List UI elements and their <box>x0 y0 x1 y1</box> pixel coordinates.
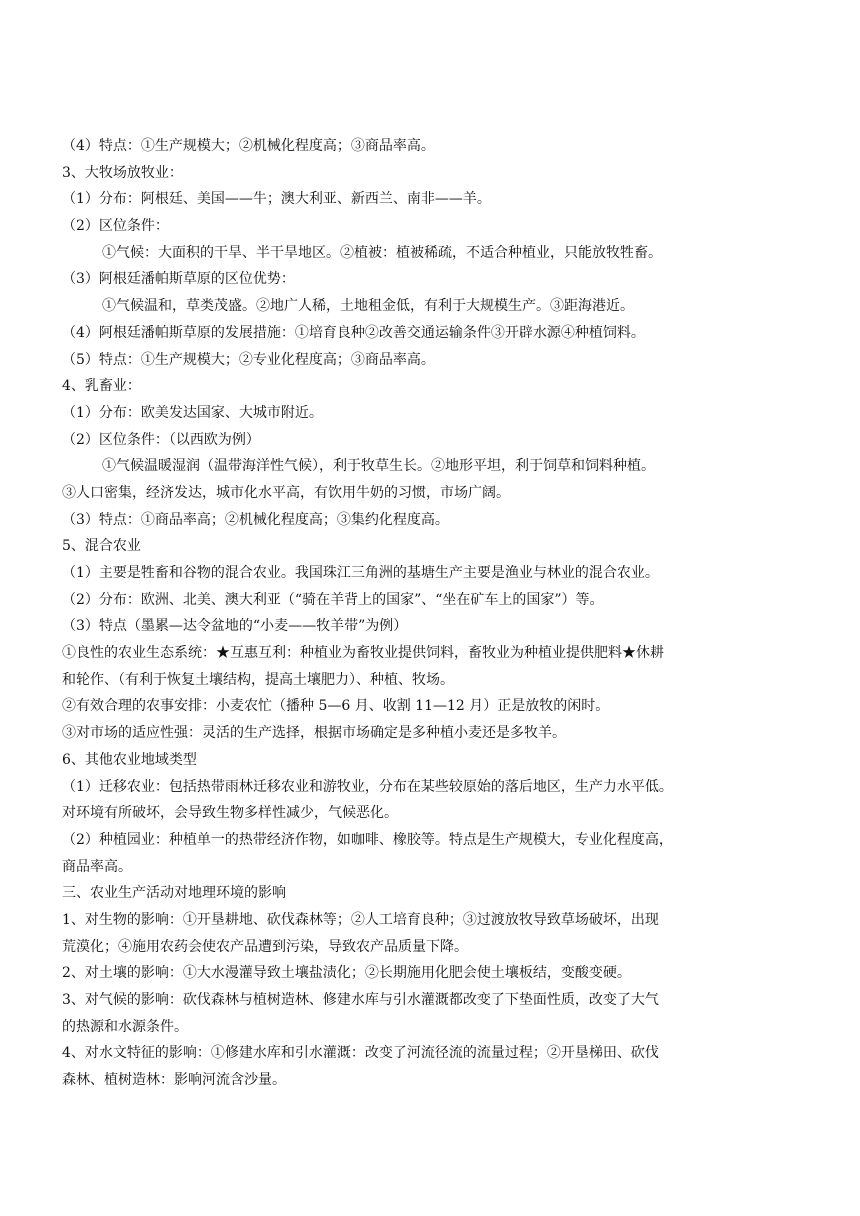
text-line: （3）阿根廷潘帕斯草原的区位优势： <box>62 271 295 288</box>
text-line: （1）分布：阿根廷、美国——牛；澳大利亚、新西兰、南非——羊。 <box>62 191 491 208</box>
document-page <box>62 133 800 1094</box>
text-line: （2）区位条件： <box>62 218 169 235</box>
text-line: 的热源和水源条件。 <box>62 1018 188 1035</box>
text-line: （4）特点：①生产规模大；②机械化程度高；③商品率高。 <box>62 138 435 154</box>
text-line: 对环境有所破坏，会导致生物多样性减少，气候恶化。 <box>62 805 398 822</box>
text-line: ③对市场的适应性强：灵活的生产选择，根据市场确定是多种植小麦还是多牧羊。 <box>62 725 566 742</box>
text-line: ②有效合理的农事安排：小麦农忙（播种 5—6 月、收割 11—12 月）正是放牧的闲时。 <box>62 698 610 715</box>
text-line: （3）特点（墨累—达令盆地的“小麦——牧羊带”为例） <box>62 618 408 635</box>
text-line: （2）种植园业：种植单一的热带经济作物，如咖啡、橡胶等。特点是生产规模大，专业化程度高， <box>62 831 673 848</box>
text-line: （4）阿根廷潘帕斯草原的发展措施：①培育良种②改善交通运输条件③开辟水源④种植饲料。 <box>62 324 645 341</box>
text-line: 商品率高。 <box>62 858 132 875</box>
text-line: ①气候温暖湿润（温带海洋性气候），利于牧草生长。②地形平坦，利于饲草和饲料种植。 <box>102 458 655 475</box>
text-line: 2、对土壤的影响：①大水漫灌导致土壤盐渍化；②长期施用化肥会使土壤板结，变酸变硬。 <box>62 965 631 982</box>
text-line: ③人口密集，经济发达，城市化水平高，有饮用牛奶的习惯，市场广阔。 <box>62 484 510 501</box>
text-line: ①良性的农业生态系统：★互惠互利：种植业为畜牧业提供饲料，畜牧业为种植业提供肥料★休耕 <box>62 645 664 662</box>
section-heading: 4、乳畜业： <box>62 378 141 395</box>
section-heading: 3、大牧场放牧业： <box>62 164 183 181</box>
text-line: （2）区位条件：（以西欧为例） <box>62 431 260 448</box>
chapter-heading: 三、农业生产活动对地理环境的影响 <box>62 885 286 902</box>
text-line: 和轮作、（有利于恢复土壤结构，提高土壤肥力）、种植、牧场。 <box>62 671 454 688</box>
section-heading: 6、其他农业地域类型 <box>62 751 197 768</box>
text-line: 1、对生物的影响：①开垦耕地、砍伐森林等；②人工培育良种；③过渡放牧导致草场破坏，出现 <box>62 911 659 928</box>
text-line: ①气候温和，草类茂盛。②地广人稀，土地租金低，有利于大规模生产。③距海港近。 <box>102 298 634 315</box>
text-line: （1）主要是牲畜和谷物的混合农业。我国珠江三角洲的基塘生产主要是渔业与林业的混合农业。 <box>62 565 659 581</box>
text-line: ①气候：大面积的干旱、半干旱地区。②植被：植被稀疏，不适合种植业，只能放牧牲畜。 <box>102 244 662 261</box>
text-line: （1）迁移农业：包括热带雨林迁移农业和游牧业，分布在某些较原始的落后地区，生产力水平低。 <box>62 778 673 795</box>
text-line: （3）特点：①商品率高；②机械化程度高；③集约化程度高。 <box>62 511 449 528</box>
text-line: 3、对气候的影响：砍伐森林与植树造林、修建水库与引水灌溉都改变了下垫面性质，改变了大气 <box>62 992 659 1008</box>
section-heading: 5、混合农业 <box>62 538 141 555</box>
text-line: （1）分布：欧美发达国家、大城市附近。 <box>62 404 323 421</box>
text-line: （2）分布：欧洲、北美、澳大利亚（“骑在羊背上的国家”、“坐在矿车上的国家”）等。 <box>62 591 604 608</box>
text-line: 荒漠化；④施用农药会使农产品遭到污染，导致农产品质量下降。 <box>62 938 468 955</box>
text-line: 4、对水文特征的影响：①修建水库和引水灌溉：改变了河流径流的流量过程；②开垦梯田、砍伐 <box>62 1045 659 1062</box>
text-line: （5）特点：①生产规模大；②专业化程度高；③商品率高。 <box>62 351 435 368</box>
text-line: 森林、植树造林：影响河流含沙量。 <box>62 1072 286 1089</box>
